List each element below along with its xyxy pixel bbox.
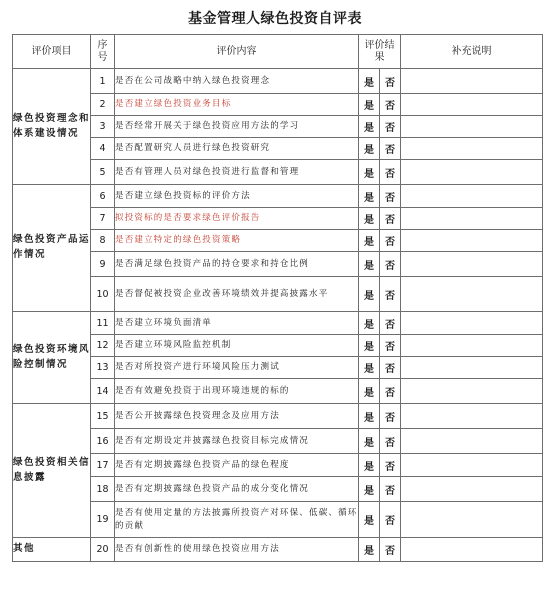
result-no: 否 <box>380 69 401 94</box>
result-yes: 是 <box>359 69 380 94</box>
row-number: 7 <box>91 208 115 230</box>
row-content: 是否督促被投资企业改善环境绩效并提高披露水平 <box>115 277 359 312</box>
notes-cell <box>401 185 543 208</box>
header-seq-text: 序号 <box>97 40 108 63</box>
table-row <box>13 477 543 502</box>
row-content: 是否有定期披露绿色投资产品的成分变化情况 <box>115 477 359 502</box>
category-cell: 绿色投资环境风险控制情况 <box>13 312 91 404</box>
row-number: 19 <box>91 502 115 538</box>
row-content: 是否建立绿色投资标的评价方法 <box>115 185 359 208</box>
table-header-row <box>13 35 543 69</box>
table-row <box>13 208 543 230</box>
result-no: 否 <box>380 429 401 454</box>
row-content: 是否建立特定的绿色投资策略 <box>115 230 359 252</box>
table-row <box>13 69 543 94</box>
result-no: 否 <box>380 312 401 335</box>
row-content: 是否配置研究人员进行绿色投资研究 <box>115 138 359 160</box>
table-row <box>13 277 543 312</box>
notes-cell <box>401 69 543 94</box>
result-yes: 是 <box>359 116 380 138</box>
row-number: 20 <box>91 538 115 562</box>
table-row <box>13 160 543 185</box>
table-row <box>13 230 543 252</box>
row-content: 是否有创新性的使用绿色投资应用方法 <box>115 538 359 562</box>
notes-cell <box>401 429 543 454</box>
notes-cell <box>401 454 543 477</box>
notes-cell <box>401 477 543 502</box>
result-no: 否 <box>380 357 401 379</box>
table-row <box>13 185 543 208</box>
result-yes: 是 <box>359 477 380 502</box>
result-no: 否 <box>380 94 401 116</box>
table-row <box>13 454 543 477</box>
result-no: 否 <box>380 116 401 138</box>
result-yes: 是 <box>359 379 380 404</box>
notes-cell <box>401 404 543 429</box>
result-yes: 是 <box>359 94 380 116</box>
row-content: 是否建立绿色投资业务目标 <box>115 94 359 116</box>
result-no: 否 <box>380 454 401 477</box>
row-content: 是否有管理人员对绿色投资进行监督和管理 <box>115 160 359 185</box>
table-row <box>13 429 543 454</box>
result-no: 否 <box>380 208 401 230</box>
row-number: 4 <box>91 138 115 160</box>
result-yes: 是 <box>359 252 380 277</box>
notes-cell <box>401 379 543 404</box>
result-yes: 是 <box>359 538 380 562</box>
row-content: 是否经常开展关于绿色投资应用方法的学习 <box>115 116 359 138</box>
result-yes: 是 <box>359 277 380 312</box>
result-no: 否 <box>380 379 401 404</box>
row-content: 是否满足绿色投资产品的持仓要求和持仓比例 <box>115 252 359 277</box>
row-number: 15 <box>91 404 115 429</box>
result-yes: 是 <box>359 429 380 454</box>
category-cell: 绿色投资相关信息披露 <box>13 404 91 538</box>
result-yes: 是 <box>359 230 380 252</box>
page-title: 基金管理人绿色投资自评表 <box>188 11 362 27</box>
result-no: 否 <box>380 230 401 252</box>
result-yes: 是 <box>359 404 380 429</box>
result-no: 否 <box>380 477 401 502</box>
row-number: 6 <box>91 185 115 208</box>
notes-cell <box>401 208 543 230</box>
result-no: 否 <box>380 160 401 185</box>
notes-cell <box>401 160 543 185</box>
row-content: 是否建立环境负面清单 <box>115 312 359 335</box>
row-content: 是否公开披露绿色投资理念及应用方法 <box>115 404 359 429</box>
row-number: 1 <box>91 69 115 94</box>
row-number: 14 <box>91 379 115 404</box>
table-row <box>13 312 543 335</box>
result-yes: 是 <box>359 160 380 185</box>
row-number: 18 <box>91 477 115 502</box>
notes-cell <box>401 312 543 335</box>
table-row <box>13 116 543 138</box>
row-content: 是否有定期披露绿色投资产品的绿色程度 <box>115 454 359 477</box>
table-row <box>13 502 543 538</box>
row-number: 17 <box>91 454 115 477</box>
row-number: 3 <box>91 116 115 138</box>
row-number: 2 <box>91 94 115 116</box>
row-content: 是否对所投资产进行环境风险压力测试 <box>115 357 359 379</box>
table-row <box>13 357 543 379</box>
notes-cell <box>401 502 543 538</box>
row-number: 12 <box>91 335 115 357</box>
notes-cell <box>401 335 543 357</box>
notes-cell <box>401 116 543 138</box>
table-row <box>13 335 543 357</box>
result-no: 否 <box>380 252 401 277</box>
row-number: 10 <box>91 277 115 312</box>
result-no: 否 <box>380 277 401 312</box>
notes-cell <box>401 538 543 562</box>
notes-cell <box>401 252 543 277</box>
result-yes: 是 <box>359 502 380 538</box>
result-no: 否 <box>380 538 401 562</box>
header-content: 评价内容 <box>115 35 359 69</box>
category-cell: 其他 <box>13 538 91 562</box>
row-content: 是否有定期设定并披露绿色投资目标完成情况 <box>115 429 359 454</box>
result-yes: 是 <box>359 185 380 208</box>
row-content: 是否有效避免投资于出现环境违规的标的 <box>115 379 359 404</box>
table-row <box>13 404 543 429</box>
table-row <box>13 538 543 562</box>
row-content: 是否有使用定量的方法披露所投资产对环保、低碳、循环的贡献 <box>115 502 359 538</box>
notes-cell <box>401 138 543 160</box>
header-notes: 补充说明 <box>401 35 543 69</box>
row-number: 5 <box>91 160 115 185</box>
row-number: 9 <box>91 252 115 277</box>
table-row <box>13 252 543 277</box>
result-yes: 是 <box>359 208 380 230</box>
table-row <box>13 379 543 404</box>
notes-cell <box>401 230 543 252</box>
header-item: 评价项目 <box>13 35 91 69</box>
row-content: 是否建立环境风险监控机制 <box>115 335 359 357</box>
result-yes: 是 <box>359 312 380 335</box>
row-number: 8 <box>91 230 115 252</box>
result-no: 否 <box>380 185 401 208</box>
evaluation-table <box>12 34 543 562</box>
notes-cell <box>401 277 543 312</box>
row-number: 13 <box>91 357 115 379</box>
result-no: 否 <box>380 404 401 429</box>
result-no: 否 <box>380 502 401 538</box>
result-yes: 是 <box>359 138 380 160</box>
row-content: 是否在公司战略中纳入绿色投资理念 <box>115 69 359 94</box>
category-cell: 绿色投资产品运作情况 <box>13 185 91 312</box>
notes-cell <box>401 357 543 379</box>
header-seq <box>91 35 115 69</box>
row-number: 11 <box>91 312 115 335</box>
result-no: 否 <box>380 335 401 357</box>
header-result <box>359 35 401 69</box>
row-number: 16 <box>91 429 115 454</box>
result-yes: 是 <box>359 335 380 357</box>
category-cell: 绿色投资理念和体系建设情况 <box>13 69 91 185</box>
result-yes: 是 <box>359 357 380 379</box>
table-row <box>13 94 543 116</box>
header-result-text: 评价结果 <box>364 40 395 63</box>
result-yes: 是 <box>359 454 380 477</box>
notes-cell <box>401 94 543 116</box>
table-row <box>13 138 543 160</box>
result-no: 否 <box>380 138 401 160</box>
row-content: 拟投资标的是否要求绿色评价报告 <box>115 208 359 230</box>
